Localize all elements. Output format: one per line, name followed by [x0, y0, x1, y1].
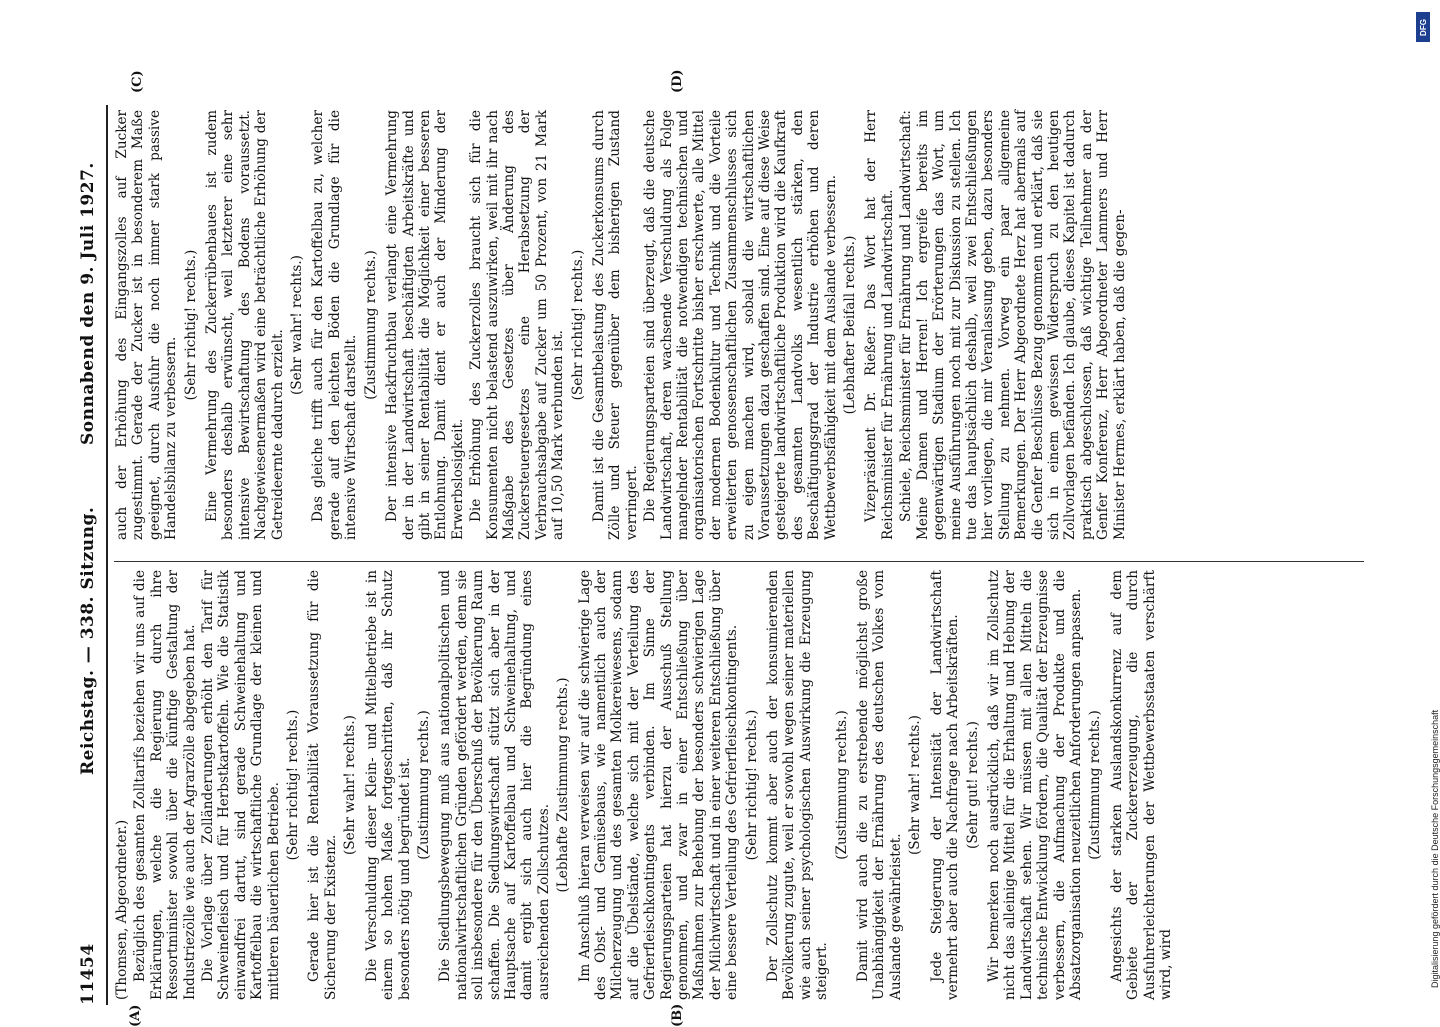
paragraph: Angesichts der starken Auslandskonkurrenz auf dem Gebiete der Zuckererzeugung, die durch Ausfuhrerleichterungen der Wettbewerbsstaaten verschärft wird, wird: [1108, 570, 1174, 1000]
paragraph: Die Erhöhung des Zuckerzolles braucht sich für die Konsumenten nicht belastend auszuwirken, weil mit ihr nach Maßgabe des Gesetzes über Änderung des Zuckersteuergesetzes eine Herabsetzung der Verbrauchsabgabe auf Zucker um 50 Prozent, von 21 Mark auf 10,50 Mark verbunden ist.: [468, 110, 567, 540]
paragraph: Die Siedlungsbewegung muß aus nationalpolitischen und nationalwirtschaftlichen Gründen gefördert werden, denn sie soll insbesondere für den Überschuß der Bevölkerung Raum schaffen. Die Siedlungswirtschaft stützt sich aber in der Hauptsache auf Kartoffelbau und Schweinehaltung, und damit ergibt sich auch hier die Begründung eines ausreichenden Zollschutzes.: [437, 570, 552, 1000]
paragraph: auch der Erhöhung des Eingangszolles auf Zucker zugestimmt. Gerade der Zucker ist in besonderem Maße geeignet, durch Ausfuhr die noch immer stark passive Handelsbilanz zu verbessern.: [114, 110, 180, 540]
interjection: (Lebhafte Zustimmung rechts.): [555, 677, 572, 893]
rotated-page-content: [70, 69, 1370, 1027]
paragraph: Eine Vermehrung des Zuckerrübenbaues ist zudem besonders deshalb erwünscht, weil letzterer eine sehr intensive Bewirtschaftung des Bodens voraussetzt. Nachgewiesenermaßen wird eine beträchtliche Erhöhung der Getreideernte dadurch erzielt.: [204, 110, 286, 540]
interjection: (Sehr gut! rechts.): [964, 721, 981, 849]
dfg-logo: DFG: [1416, 12, 1430, 42]
header-rule: [106, 105, 108, 1005]
paragraph: Vizepräsident Dr. Rießer: Das Wort hat der Herr Reichsminister für Ernährung und Landwirtschaft.: [863, 110, 896, 540]
margin-marker-a: (A): [128, 1004, 143, 1027]
interjection: (Sehr wahr! rechts.): [907, 715, 924, 855]
digitization-sidebar: [1412, 8, 1440, 993]
page-header: [78, 105, 108, 1005]
paragraph: Die Vorlage über Zolländerungen erhöht den Tarif für Schweinefleisch und für Herbstkartoffeln. Wie die Statistik einwandfrei dartut, sind gerade Schweinehaltung und Kartoffelbau die wirtschaftliche Grundlage der kleinen und mittleren bäuerlichen Betriebe.: [200, 570, 282, 1000]
right-column: [114, 110, 1130, 540]
paragraph: Die Regierungsparteien sind überzeugt, daß die deutsche Landwirtschaft, deren wachsende Verschuldung als Folge mangelnder Rentabilität die notwendigen technischen und organisatorischen Fortschritte bisher erschwerte, alle Mittel der modernen Bodenkultur und Technik und die Vorteile erweiterten genossenschaftlichen Zusammenschlusses sich zu eigen machen wird, sobald die wirtschaftlichen Voraussetzungen dazu geschaffen sind. Eine auf diese Weise gesteigerte landwirtschaftliche Produktion wird die Kaufkraft des gesamten Landvolks wesentlich stärken, den Beschäftigungsgrad der Industrie erhöhen und deren Wettbewerbsfähigkeit mit dem Auslande verbessern.: [642, 110, 839, 540]
paragraph: Das gleiche trifft auch für den Kartoffelbau zu, welcher gerade auf den leichten Böden die Grundlage für die intensive Wirtschaft darstellt.: [310, 110, 360, 540]
paragraph: Im Anschluß hieran verweisen wir auf die schwierige Lage des Obst- und Gemüsebaus, wie namentlich auch der Milcherzeugung und des gesamten Molkereiwesens, sodann auf die Übelstände, welche sich mit der Verteilung des Gefrierfleischkontingents verbinden. Im Sinne der Regierungsparteien hat hierzu der Ausschuß Stellung genommen, und zwar in einer Entschließung über Maßnahmen zur Behebung der besonders schwierigen Lage der Milchwirtschaft und in einer weiteren Entschließung über eine bessere Verteilung des Gefrierfleischkontingents.: [576, 570, 741, 1000]
interjection: (Zustimmung rechts.): [833, 710, 850, 860]
digitization-credit: Digitalisierung gefördert durch die Deutsche Forschungsgemeinschaft: [1430, 709, 1440, 988]
interjection: (Sehr richtig! rechts.): [569, 249, 586, 401]
paragraph: Wir bemerken noch ausdrücklich, daß wir im Zollschutz nicht das alleinige Mittel für die Erhaltung und Hebung der Landwirtschaft sehen. Wir müssen mit allen Mitteln die technische Entwicklung fördern, die Qualität der Erzeugnisse verbessern, die Aufmachung der Produkte und die Absatzorganisation neuzeitlichen Anforderungen anpassen.: [985, 570, 1084, 1000]
paragraph: Damit wird auch die zu erstrebende möglichst große Unabhängigkeit der Ernährung des deutschen Volkes vom Auslande gewährleistet.: [855, 570, 904, 1000]
margin-marker-c: (C): [130, 70, 145, 93]
interjection: (Sehr wahr! rechts.): [342, 715, 359, 855]
interjection: (Zustimmung rechts.): [362, 250, 379, 400]
interjection: (Zustimmung rechts.): [1087, 710, 1104, 860]
paragraph: Jede Steigerung der Intensität der Landwirtschaft vermehrt aber auch die Nachfrage nach Arbeitskräften.: [928, 570, 962, 1000]
interjection: (Zustimmung rechts.): [415, 710, 432, 860]
interjection: (Sehr richtig! rechts.): [182, 249, 199, 401]
speaker-label: (Thomsen, Abgeordneter.): [114, 819, 130, 1000]
page-number: 11454: [78, 943, 98, 1005]
interjection: (Sehr wahr! rechts.): [289, 255, 306, 395]
paragraph: Bezüglich des gesamten Zolltarifs beziehen wir uns auf die Erklärungen, welche die Regierung durch ihre Ressortminister sowohl über die künftige Gestaltung der Industriezölle wie auch der Agrarzölle abgegeben hat.: [132, 570, 198, 1000]
header-left-title: Reichstag. — 338. Sitzung.: [78, 506, 98, 775]
paragraph: Damit ist die Gesamtbelastung des Zuckerkonsums durch Zölle und Steuer gegenüber dem bisherigen Zustand verringert.: [590, 110, 640, 540]
margin-marker-b: (B): [670, 1003, 685, 1027]
header-right-title: Sonnabend den 9. Juli 1927.: [78, 162, 98, 445]
paragraph: Die Verschuldung dieser Klein- und Mittelbetriebe ist in einem so hohen Maße fortgeschritten, daß ihr Schutz besonders nötig und begründet ist.: [363, 570, 413, 1000]
paragraph: Gerade hier ist die Rentabilität Voraussetzung für die Sicherung der Existenz.: [306, 570, 339, 1000]
margin-marker-d: (D): [670, 69, 685, 93]
interjection: (Lebhafter Beifall rechts.): [842, 235, 859, 415]
interjection: (Sehr richtig! rechts.): [285, 709, 302, 861]
paragraph: Schiele, Reichsminister für Ernährung und Landwirtschaft: Meine Damen und Herren! Ich ergreife bereits im gegenwärtigen Stadium der Erörterungen das Wort, um meine Ausführungen noch mit zur Diskussion zu stellen. Ich tue das hauptsächlich deshalb, weil zwei Entschließungen hier vorliegen, die mir Veranlassung geben, dazu besonders Stellung zu nehmen. Vorweg ein paar allgemeine Bemerkungen. Der Herr Abgeordnete Herz hat abermals auf die Genfer Beschlüsse Bezug genommen und erklärt, daß sie sich in einem gewissen Widerspruch zu den heutigen Zollvorlagen befänden. Ich glaube, dieses Kapitel ist dadurch praktisch abgeschlossen, daß wichtige Teilnehmer an der Genfer Konferenz, Herr Abgeordneter Lammers und Herr Minister Hermes, erklärt haben, daß die gegen-: [898, 110, 1128, 540]
interjection: (Sehr richtig! rechts.): [743, 709, 760, 861]
column-divider: [114, 561, 1364, 562]
paragraph: Der Zollschutz kommt aber auch der konsumierenden Bevölkerung zugute, weil er sowohl wegen seiner materiellen wie auch seiner psychologischen Auswirkung die Erzeugung steigert.: [765, 570, 831, 1000]
paragraph: Der intensive Hackfruchtbau verlangt eine Vermehrung der in der Landwirtschaft beschäftigten Arbeitskräfte und gibt in seiner Rentabilität die Möglichkeit einer besseren Entlohnung. Damit dient er auch der Minderung der Erwerbslosigkeit.: [384, 110, 466, 540]
left-column: [114, 570, 1176, 1000]
